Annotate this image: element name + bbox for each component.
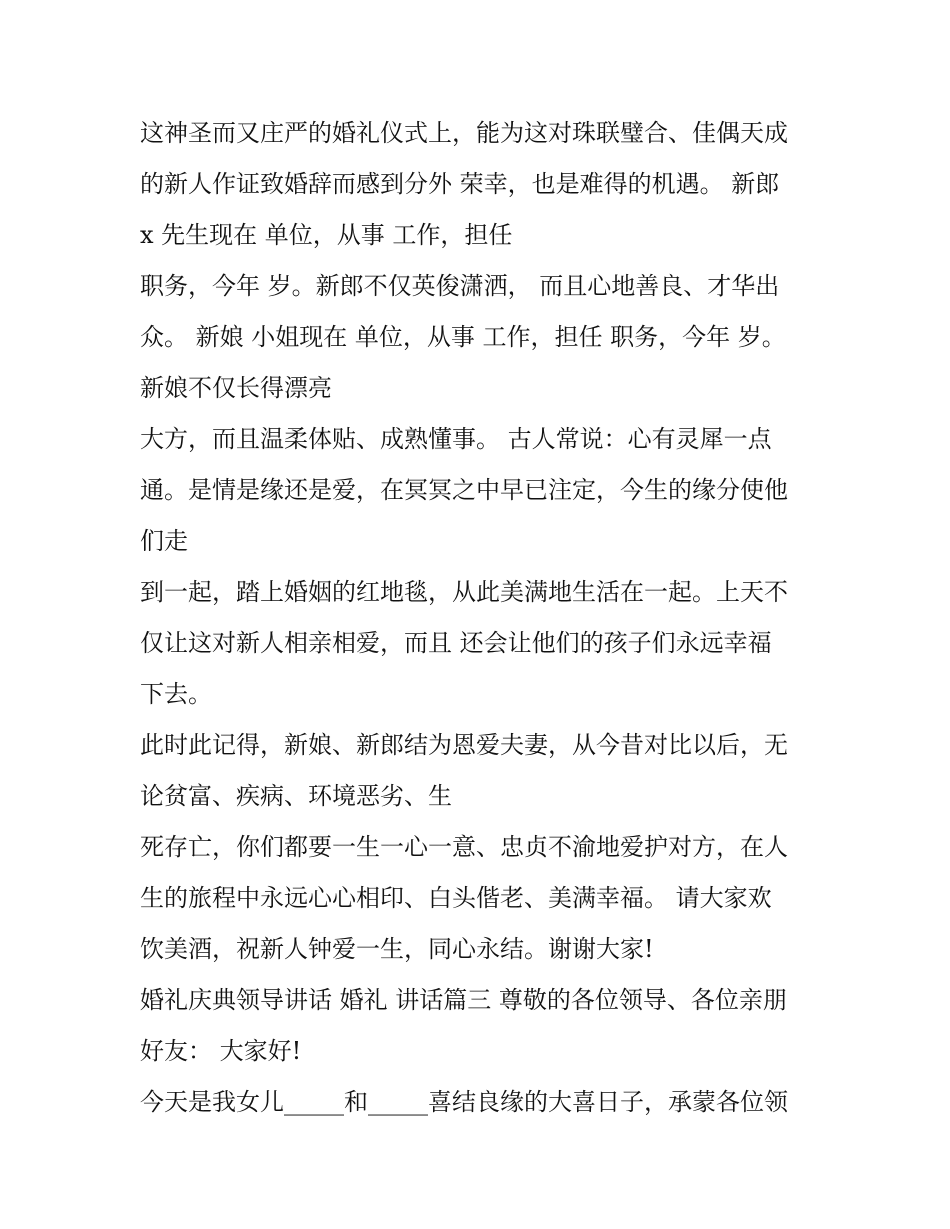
text-line: 饮美酒，祝新人钟爱一生，同心永结。谢谢大家!	[140, 935, 654, 963]
text-line: 婚礼庆典领导讲话 婚礼 讲话篇三 尊敬的各位领导、各位亲朋	[140, 986, 787, 1014]
text-line: 新娘不仅长得漂亮	[140, 374, 332, 402]
text-line: 通。是情是缘还是爱，在冥冥之中早已注定，今生的缘分使他	[140, 476, 788, 504]
text-line: 今天是我女儿_____和_____喜结良缘的大喜日子，承蒙各位领	[140, 1088, 788, 1116]
text-line: 职务，今年 岁。新郎不仅英俊潇洒， 而且心地善良、才华出	[140, 272, 780, 300]
text-line: 下去。	[140, 680, 212, 708]
text-line: 们走	[140, 527, 188, 555]
text-line: 到一起，踏上婚姻的红地毯，从此美满地生活在一起。上天不	[140, 578, 788, 606]
document-body	[140, 108, 820, 1128]
text-line: 众。 新娘 小姐现在 单位，从事 工作，担任 职务，今年 岁。	[140, 323, 786, 351]
text-line: x 先生现在 单位，从事 工作，担任	[140, 221, 513, 249]
text-line: 论贫富、疾病、环境恶劣、生	[140, 782, 452, 810]
text-line: 死存亡，你们都要一生一心一意、忠贞不渝地爱护对方，在人	[140, 833, 788, 861]
text-line: 这神圣而又庄严的婚礼仪式上，能为这对珠联璧合、佳偶天成	[140, 119, 788, 147]
text-line: 仅让这对新人相亲相爱，而且 还会让他们的孩子们永远幸福	[140, 629, 772, 657]
text-line: 此时此记得，新娘、新郎结为恩爱夫妻，从今昔对比以后，无	[140, 731, 788, 759]
text-line: 大方，而且温柔体贴、成熟懂事。 古人常说：心有灵犀一点	[140, 425, 772, 453]
text-line: 好友： 大家好!	[140, 1037, 302, 1065]
text-line: 生的旅程中永远心心相印、白头偕老、美满幸福。 请大家欢	[140, 884, 772, 912]
text-line: 的新人作证致婚辞而感到分外 荣幸，也是难得的机遇。 新郎	[140, 170, 780, 198]
